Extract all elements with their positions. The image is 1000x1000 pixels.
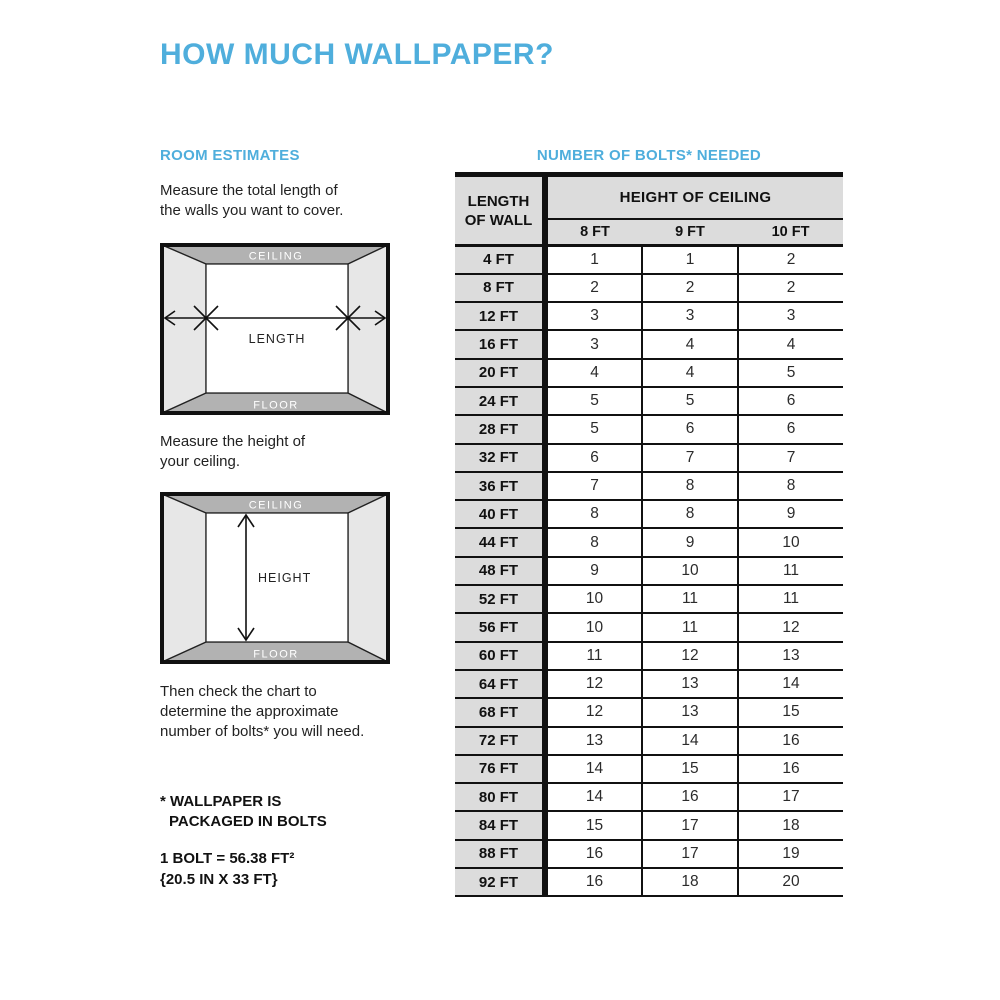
text-line: PACKAGED IN BOLTS	[169, 813, 327, 830]
bolt-count-cell: 17	[642, 811, 738, 839]
bolt-count-cell: 8	[642, 500, 738, 528]
ceiling-8ft-header: 8 FT	[545, 219, 642, 246]
bolt-count-cell: 13	[545, 727, 642, 755]
table-row	[455, 811, 843, 839]
bolt-count-cell: 5	[545, 387, 642, 415]
right-wall-area	[348, 494, 388, 662]
left-wall-area	[162, 494, 206, 662]
table-row	[455, 783, 843, 811]
bolt-count-cell: 13	[738, 642, 843, 670]
bolt-count-cell: 7	[738, 444, 843, 472]
bolt-count-cell: 14	[545, 755, 642, 783]
room-estimates-heading: ROOM ESTIMATES	[160, 147, 300, 164]
table-row	[455, 359, 843, 387]
table-row	[455, 670, 843, 698]
bolt-count-cell: 4	[642, 330, 738, 358]
left-wall-area	[162, 245, 206, 413]
wall-length-cell: 72 FT	[455, 727, 545, 755]
bolt-count-cell: 11	[738, 557, 843, 585]
height-of-ceiling-header: HEIGHT OF CEILING	[545, 175, 843, 219]
floor-label: FLOOR	[253, 648, 299, 661]
bolt-count-cell: 3	[545, 330, 642, 358]
text-line: the walls you want to cover.	[160, 202, 344, 219]
bolt-count-cell: 1	[642, 246, 738, 274]
table-row	[455, 415, 843, 443]
wall-length-cell: 40 FT	[455, 500, 545, 528]
bolt-count-cell: 6	[738, 387, 843, 415]
bolt-count-cell: 11	[738, 585, 843, 613]
bolt-count-cell: 11	[642, 585, 738, 613]
bolt-count-cell: 3	[545, 302, 642, 330]
height-label: HEIGHT	[258, 571, 312, 585]
table-row	[455, 642, 843, 670]
text-line: number of bolts* you will need.	[160, 723, 365, 740]
bolts-needed-heading: NUMBER OF BOLTS* NEEDED	[536, 147, 762, 164]
bolt-count-cell: 8	[738, 472, 843, 500]
text-line: 1 BOLT = 56.38 FT²	[160, 850, 295, 867]
bolt-count-cell: 9	[545, 557, 642, 585]
wall-length-cell: 16 FT	[455, 330, 545, 358]
wall-length-cell: 20 FT	[455, 359, 545, 387]
wall-length-cell: 28 FT	[455, 415, 545, 443]
text-line: Then check the chart to	[160, 683, 317, 700]
bolt-count-cell: 12	[545, 698, 642, 726]
bolt-count-cell: 12	[642, 642, 738, 670]
wall-length-cell: 64 FT	[455, 670, 545, 698]
ceiling-10ft-header: 10 FT	[738, 219, 843, 246]
bolt-count-cell: 5	[642, 387, 738, 415]
bolt-count-cell: 4	[545, 359, 642, 387]
table-row	[455, 557, 843, 585]
table-row	[455, 698, 843, 726]
bolt-count-cell: 3	[642, 302, 738, 330]
floor-label: FLOOR	[253, 399, 299, 412]
table-row	[455, 585, 843, 613]
bolt-count-cell: 14	[545, 783, 642, 811]
text-line: Measure the height of	[160, 433, 306, 450]
bolt-count-cell: 17	[642, 840, 738, 868]
text-line: * WALLPAPER IS	[160, 793, 282, 810]
bolt-count-cell: 7	[545, 472, 642, 500]
wall-length-cell: 80 FT	[455, 783, 545, 811]
table-row	[455, 387, 843, 415]
bolt-count-cell: 10	[545, 613, 642, 641]
text-line: your ceiling.	[160, 453, 241, 470]
table-row	[455, 500, 843, 528]
bolt-count-cell: 8	[642, 472, 738, 500]
wall-length-cell: 44 FT	[455, 528, 545, 556]
table-row	[455, 613, 843, 641]
wall-length-cell: 60 FT	[455, 642, 545, 670]
bolt-count-cell: 4	[642, 359, 738, 387]
back-wall-area	[206, 264, 348, 393]
bolt-count-cell: 12	[738, 613, 843, 641]
length-label: LENGTH	[248, 332, 306, 346]
bolt-count-cell: 15	[642, 755, 738, 783]
table-row	[455, 840, 843, 868]
bolt-count-cell: 17	[738, 783, 843, 811]
bolt-count-cell: 2	[642, 274, 738, 302]
table-header-row	[455, 175, 843, 219]
bolt-count-cell: 10	[738, 528, 843, 556]
bolt-count-cell: 10	[545, 585, 642, 613]
bolt-count-cell: 13	[642, 670, 738, 698]
bolt-count-cell: 15	[738, 698, 843, 726]
bolt-spec	[160, 848, 294, 890]
wall-length-cell: 4 FT	[455, 246, 545, 274]
instruction-chart	[160, 682, 364, 742]
bolt-count-cell: 6	[738, 415, 843, 443]
table-row	[455, 246, 843, 274]
bolt-count-cell: 10	[642, 557, 738, 585]
table-row	[455, 528, 843, 556]
wall-length-cell: 36 FT	[455, 472, 545, 500]
table-row	[455, 330, 843, 358]
wall-length-cell: 24 FT	[455, 387, 545, 415]
bolt-count-cell: 16	[738, 755, 843, 783]
bolt-count-cell: 18	[642, 868, 738, 896]
wall-length-cell: 84 FT	[455, 811, 545, 839]
bolt-count-cell: 6	[545, 444, 642, 472]
bolt-count-cell: 16	[545, 840, 642, 868]
wall-length-cell: 56 FT	[455, 613, 545, 641]
bolt-count-cell: 8	[545, 500, 642, 528]
table-row	[455, 302, 843, 330]
bolt-count-cell: 11	[545, 642, 642, 670]
wall-length-cell: 88 FT	[455, 840, 545, 868]
bolt-count-cell: 7	[642, 444, 738, 472]
bolt-count-cell: 16	[545, 868, 642, 896]
bolts-table-container	[455, 172, 843, 897]
length-of-wall-header	[455, 175, 545, 246]
bolt-count-cell: 9	[738, 500, 843, 528]
bolt-count-cell: 8	[545, 528, 642, 556]
text-line: determine the approximate	[160, 703, 339, 720]
wall-length-cell: 76 FT	[455, 755, 545, 783]
text-line: LENGTH	[467, 192, 530, 210]
bolt-count-cell: 3	[738, 302, 843, 330]
instruction-height	[160, 432, 305, 472]
bolt-count-cell: 2	[738, 246, 843, 274]
bolt-count-cell: 4	[738, 330, 843, 358]
instruction-length	[160, 181, 343, 221]
wall-length-cell: 12 FT	[455, 302, 545, 330]
text-line: Measure the total length of	[160, 182, 338, 199]
bolt-count-cell: 16	[642, 783, 738, 811]
ceiling-label: CEILING	[248, 499, 304, 512]
ceiling-label: CEILING	[248, 250, 304, 263]
wallpaper-bolts-footnote	[160, 792, 327, 832]
bolt-count-cell: 5	[738, 359, 843, 387]
table-row	[455, 444, 843, 472]
bolt-count-cell: 1	[545, 246, 642, 274]
wall-length-cell: 32 FT	[455, 444, 545, 472]
wall-length-cell: 8 FT	[455, 274, 545, 302]
bolt-count-cell: 13	[642, 698, 738, 726]
bolt-count-cell: 18	[738, 811, 843, 839]
bolt-count-cell: 20	[738, 868, 843, 896]
bolts-table	[455, 172, 843, 897]
bolt-count-cell: 16	[738, 727, 843, 755]
table-row	[455, 868, 843, 896]
table-row	[455, 727, 843, 755]
bolt-count-cell: 2	[545, 274, 642, 302]
bolts-table-body	[455, 246, 843, 897]
wall-length-cell: 92 FT	[455, 868, 545, 896]
bolt-count-cell: 9	[642, 528, 738, 556]
bolt-count-cell: 11	[642, 613, 738, 641]
table-row	[455, 274, 843, 302]
bolt-count-cell: 14	[738, 670, 843, 698]
bolt-count-cell: 6	[642, 415, 738, 443]
height-diagram	[160, 492, 390, 664]
length-diagram	[160, 243, 390, 415]
wall-length-cell: 52 FT	[455, 585, 545, 613]
bolt-count-cell: 2	[738, 274, 843, 302]
bolt-count-cell: 14	[642, 727, 738, 755]
bolt-count-cell: 15	[545, 811, 642, 839]
text-line: OF WALL	[464, 211, 533, 229]
wall-length-cell: 48 FT	[455, 557, 545, 585]
wall-length-cell: 68 FT	[455, 698, 545, 726]
table-row	[455, 472, 843, 500]
right-wall-area	[348, 245, 388, 413]
table-row	[455, 755, 843, 783]
ceiling-9ft-header: 9 FT	[642, 219, 738, 246]
bolt-count-cell: 12	[545, 670, 642, 698]
page-title: HOW MUCH WALLPAPER?	[160, 38, 554, 71]
text-line: {20.5 IN X 33 FT}	[160, 871, 278, 888]
bolt-count-cell: 19	[738, 840, 843, 868]
bolt-count-cell: 5	[545, 415, 642, 443]
